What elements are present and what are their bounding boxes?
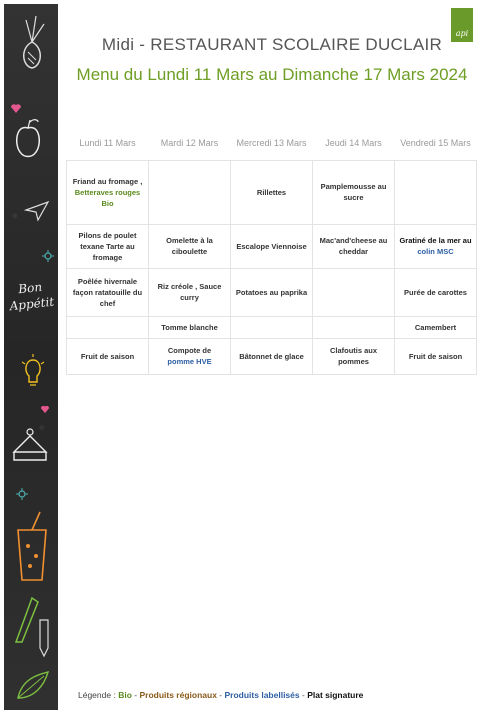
menu-cell: Clafoutis aux pommes (313, 338, 395, 374)
menu-cell (395, 160, 477, 224)
apple-icon (12, 116, 44, 160)
legend-separator: - (216, 690, 225, 700)
drink-cup-icon (12, 510, 52, 584)
cake-icon (10, 424, 50, 468)
table-row (67, 316, 477, 338)
menu-cell: Riz créole , Sauce curry (149, 268, 231, 316)
menu-cell: Pilons de poulet texane Tarte au fromage (67, 224, 149, 268)
menu-cell: Camembert (395, 316, 477, 338)
radish-icon (14, 12, 50, 72)
day-header-jeudi: Jeudi 14 Mars (325, 138, 382, 149)
leaf-icon (14, 668, 52, 704)
chalkboard-strip (4, 4, 58, 710)
menu-cell (67, 160, 149, 224)
table-row (67, 224, 477, 268)
sparkle-icon (42, 250, 54, 262)
menu-cell: Fruit de saison (395, 338, 477, 374)
heart-icon (10, 102, 22, 114)
lightbulb-icon (18, 352, 48, 392)
menu-cell: Escalope Viennoise (231, 224, 313, 268)
menu-cell: Omelette à la ciboulette (149, 224, 231, 268)
dish-text: Compote de (167, 346, 212, 355)
menu-cell: Fruit de saison (67, 338, 149, 374)
menu-cell (313, 268, 395, 316)
day-header-mardi: Mardi 12 Mars (160, 138, 219, 149)
menu-cell (231, 316, 313, 338)
legend-bio: Bio (118, 690, 132, 700)
dish-labellise-text: pomme HVE (167, 357, 212, 366)
menu-cell: Bâtonnet de glace (231, 338, 313, 374)
table-row (67, 268, 477, 316)
menu-cell (313, 316, 395, 338)
menu-cell (395, 224, 477, 268)
menu-cell: Pamplemousse au sucre (313, 160, 395, 224)
legend-labellise: Produits labellisés (224, 690, 300, 700)
legend-signature: Plat signature (307, 690, 364, 700)
menu-table (66, 128, 477, 375)
legend-regional: Produits régionaux (139, 690, 217, 700)
menu-cell: Poêlée hivernale façon ratatouille du chef (67, 268, 149, 316)
menu-title: Menu du Lundi 11 Mars au Dimanche 17 Mars 2024 (76, 65, 468, 84)
dish-bio-text: Betteraves rouges Bio (74, 187, 141, 208)
menu-cell: Potatoes au paprika (231, 268, 313, 316)
logo-text: api (455, 29, 469, 38)
menu-cell (149, 160, 231, 224)
sparkle-icon (16, 488, 28, 500)
restaurant-title: Midi - RESTAURANT SCOLAIRE DUCLAIR (101, 35, 443, 54)
menu-cell (149, 338, 231, 374)
heart-icon (40, 404, 50, 414)
table-row (67, 160, 477, 224)
pencil-icon (34, 618, 54, 658)
menu-cell (67, 316, 149, 338)
day-header-mercredi: Mercredi 13 Mars (236, 138, 307, 149)
legend-separator: - (131, 690, 140, 700)
legend-separator: - (299, 690, 308, 700)
table-row (67, 338, 477, 374)
dish-signature-text: Gratiné de la mer au (399, 236, 472, 245)
dish-text: Friand au fromage , (72, 176, 143, 186)
menu-cell: Mac'and'cheese au cheddar (313, 224, 395, 268)
paper-plane-icon (24, 200, 50, 222)
day-header-vendredi: Vendredi 15 Mars (400, 138, 471, 149)
day-header-lundi: Lundi 11 Mars (79, 138, 136, 149)
menu-cell: Tomme blanche (149, 316, 231, 338)
day-header-row (67, 128, 477, 160)
menu-cell: Rillettes (231, 160, 313, 224)
dish-labellise-text: colin MSC (417, 247, 454, 256)
legend-label: Légende : (78, 690, 116, 700)
bon-appetit-text: Bon Appétit (8, 279, 55, 314)
menu-cell: Purée de carottes (395, 268, 477, 316)
legend (78, 690, 363, 700)
